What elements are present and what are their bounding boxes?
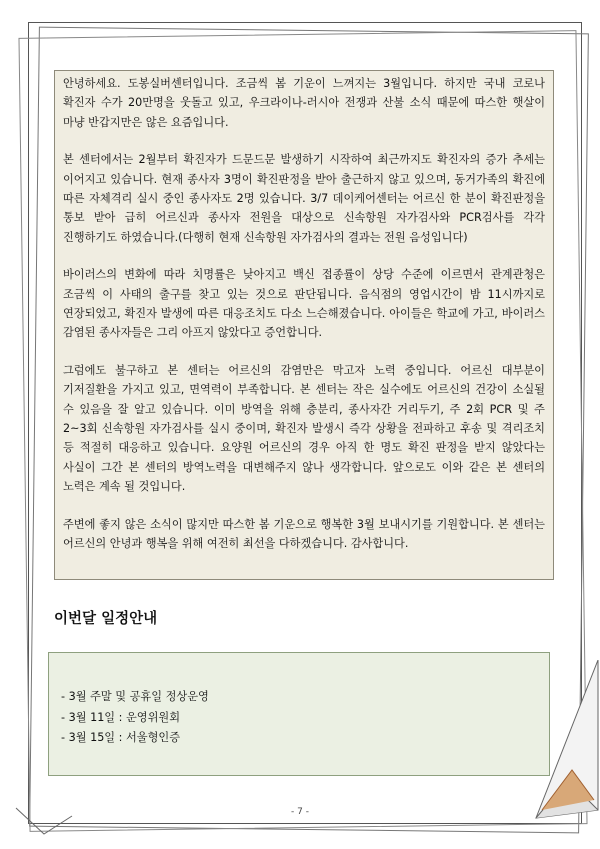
letter-paragraph: 바이러스의 변화에 따라 치명률은 낮아지고 백신 접종률이 상당 수준에 이르면서 관계관청은 조금씩 이 사태의 출구를 찾고 있는 것으로 판단됩니다. 음식점의 영업시간이 밤 11시까지로 연장되었고, 확진자 발생에 따른 대응조치도 다소 느슨해졌습니다. 아이들은 학교에 가고, 바이러스 감염된 종사자들은 그리 아프지 않았다고 증언합니다. — [63, 268, 545, 340]
letter-paragraph: 본 센터에서는 2월부터 확진자가 드문드문 발생하기 시작하여 최근까지도 확진자의 증가 추세는 이어지고 있습니다. 현재 종사자 3명이 확진판정을 받아 출근하지 않고 있으며, 동거가족의 확진에 따른 자체격리 실시 중인 종사자도 2명 있습니다. 3/7 데이케어센터는 어르신 한 분이 확진판정을 통보 받아 급히 어르신과 종사자 전원을 대상으로 신속항원 자가검사와 PCR검사를 각각 진행하기도 하였습니다.(다행히 현재 신속항원 자가검사의 결과는 전원 음성입니다) — [63, 153, 545, 244]
schedule-item: - 3월 15일 : 서울형인증 — [61, 731, 181, 744]
page-number: - 7 - — [291, 807, 309, 817]
letter-paragraph: 주변에 좋지 않은 소식이 많지만 따스한 봄 기운으로 행복한 3월 보내시기를 기원합니다. 본 센터는 어르신의 안녕과 행복을 위해 여전히 최선을 다하겠습니다. 감사합니다. — [63, 517, 545, 550]
letter-paragraph: 그럼에도 불구하고 본 센터는 어르신의 감염만은 막고자 노력 중입니다. 어르신 대부분이 기저질환을 가지고 있고, 면역력이 부족합니다. 본 센터는 작은 실수에도 어르신의 건강이 소실될 수 있음을 잘 알고 있습니다. 이미 방역을 위해 층분리, 종사자간 거리두기, 주 2회 PCR 및 주 2~3회 신속항원 자가검사를 실시 중이며, 확진자 발생시 즉각 상황을 전파하고 후송 및 격리조치 등 적절히 대응하고 있습니다. 요양원 어르신의 경우 아직 한 명도 확진 판정을 받지 않았다는 사실이 그간 본 센터의 방역노력을 대변해주지 않나 생각합니다. 앞으로도 이와 같은 본 센터의 노력은 계속 될 것입니다. — [63, 364, 545, 493]
letter-box — [54, 70, 554, 580]
schedule-item: - 3월 주말 및 공휴일 정상운영 — [61, 690, 209, 703]
letter-paragraph: 안녕하세요. 도봉실버센터입니다. 조금씩 봄 기운이 느껴지는 3월입니다. 하지만 국내 코로나 확진자 수가 20만명을 웃돌고 있고, 우크라이나-러시아 전쟁과 산불 소식 때문에 따스한 햇살이 마냥 반갑지만은 않은 요즘입니다. — [63, 77, 545, 129]
schedule-box — [48, 652, 550, 776]
schedule-item: - 3월 11일 : 운영위원회 — [61, 710, 181, 724]
schedule-title: 이번달 일정안내 — [54, 611, 158, 627]
